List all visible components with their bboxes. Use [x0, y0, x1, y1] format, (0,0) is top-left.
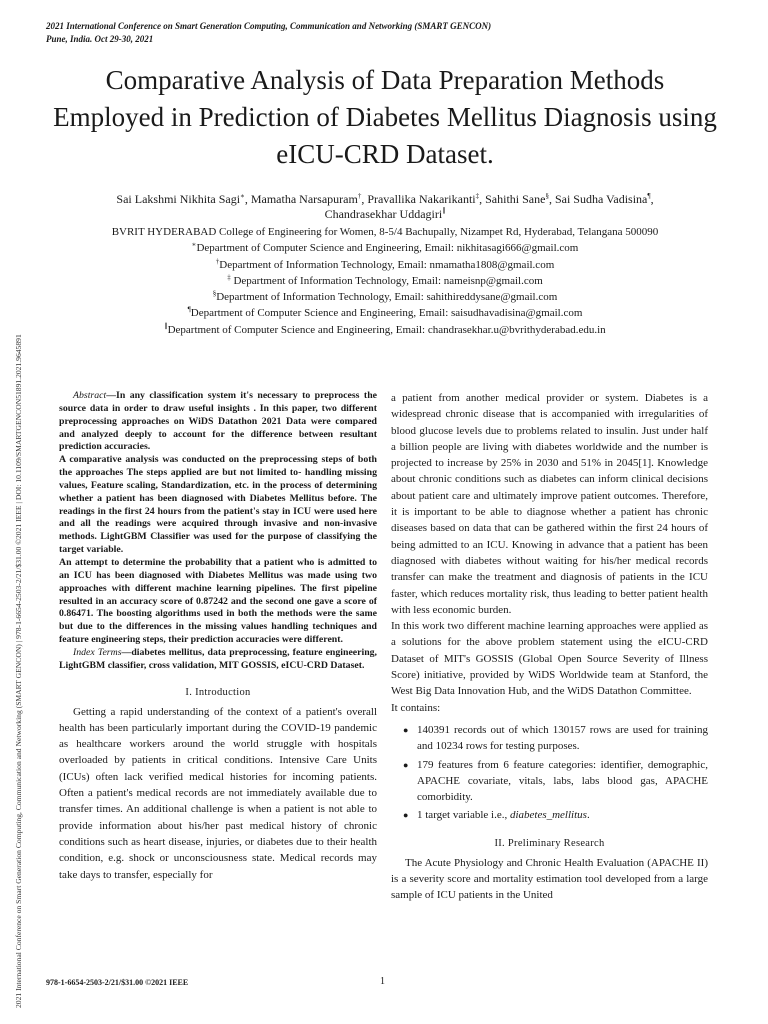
abstract-label: Abstract — [73, 390, 107, 401]
list-item-text: 140391 records out of which 130157 rows are used for training and 10234 rows for testing purposes. — [417, 723, 708, 753]
body-paragraph: a patient from another medical provider or system. Diabetes is a widespread chronic disease that is accompanied with irregularities of blood glucose levels due to problems related to insulin. Just under half a billion people are living with diabetes worldwide and the number is projected to increase by 25% in 2030 and 51% in 2045[1]. Knowledge about chronic conditions such as diabetes can inform clinical decisions about patient care and ultimately improve patient outcomes. Therefore, it is important to be able to diagnose whether a patient has chronic diseases based on data that can be gathered within the first 24 hours of being admitted to an ICU. Knowing in advance that a patient has been diagnosed with diabetes without waiting for his/her medical records transfer can make the treatment and diagnosis of patients in the ICU faster, which reduces mortality risk, thus leading to better patient health with less economic burden. — [391, 392, 708, 616]
body-paragraph: Getting a rapid understanding of the context of a patient's overall health has been particularly important during the COVID-19 pandemic as healthcare workers around the world struggle with hospitals overloaded by patients in critical conditions. Intensive Care Units (ICUs) often lack verified medical histories for incoming patients. Often a patient's medical records are not immediately available due to transfer times. An additional challenge is when a patient is not able to provide information about his/her past medical history of chronic conditions such as heart disease, injuries, or diabetes due to their health condition, e.g. shock or unconsciousness state. Medical records may take days to transfer, especially for — [59, 705, 377, 881]
affiliation-line — [50, 289, 720, 305]
affiliation-line — [50, 257, 720, 273]
index-terms-label: Index Terms — [73, 646, 122, 658]
affiliation-mark: ∥ — [164, 322, 168, 331]
affiliation-line — [50, 273, 720, 289]
abstract — [59, 390, 377, 673]
author-mark: ¶ — [647, 192, 651, 200]
affiliation-line — [50, 305, 720, 321]
page-number: 1 — [380, 976, 385, 987]
footer-copyright: 978-1-6654-2503-2/21/$31.00 ©2021 IEEE — [46, 978, 189, 987]
side-doi-strip: 2021 International Conference on Smart Generation Computing, Communication and Networking (SMART GENCON) | 978-1-6654-2503-2/21/$31.00 ©2021 IEEE | DOI: 10.1109/SMARTGENCON51891.2021.9645891 — [14, 334, 23, 1008]
target-variable-name: diabetes_mellitus — [509, 809, 587, 822]
affiliation-mark: ¶ — [187, 305, 191, 314]
preliminary-research-body — [391, 855, 708, 904]
abstract-para: An attempt to determine the probability that a patient who is admitted to an ICU has been diagnosed with Diabetes Mellitus was made using two approaches with different machine learning pipelines. The first pipeline resulted in an accuracy score of 0.87242 and the second one gave a score of 0.86471. The boosting algorithms used in both the methods were the same but due to the differences in the missing values handling techniques and feature engineering steps, their prediction accuracies were different. — [59, 556, 377, 646]
list-item-end: . — [586, 809, 590, 822]
affiliation-text: Department of Computer Science and Engineering, Email: chandrasekhar.u@bvrithyderabad.edu.in — [167, 323, 606, 336]
bullet-icon: ● — [403, 724, 409, 735]
author-name: Chandrasekhar Uddagiri — [324, 207, 443, 221]
bullet-icon: ● — [403, 759, 409, 770]
body-paragraph: It contains: — [391, 701, 441, 714]
author-name: Sahithi Sane — [485, 192, 546, 206]
list-item-text: 1 target variable i.e., — [417, 809, 510, 822]
introduction-body — [59, 704, 377, 883]
bullet-icon: ● — [403, 810, 409, 821]
affiliation-mark: ‡ — [227, 273, 231, 282]
affiliation-block — [50, 224, 720, 338]
affiliation-mark: § — [212, 289, 217, 298]
author-name: Mamatha Narsapuram — [250, 192, 358, 206]
conference-location: Pune, India. Oct 29-30, 2021 — [46, 34, 154, 44]
affiliation-mark: ∗ — [191, 240, 197, 249]
abstract-para: A comparative analysis was conducted on the preprocessing steps of both the approaches The steps applied are but not limited to- handling missing values, Feature scaling, Standardization, etc. in the process of determining whether a patient has been diagnosed with Diabetes Mellitus before. The readings in the first 24 hours from the patient's stay in ICU were used here and all the readings were acquired through invasive and non-invasive methods. LightGBM Classifier was used for the purpose of classifying the target variable. — [59, 454, 377, 556]
affiliation-text: Department of Information Technology, Email: nmamatha1808@gmail.com — [219, 258, 555, 271]
list-item — [391, 757, 708, 806]
index-terms — [59, 647, 377, 673]
paper-title: Comparative Analysis of Data Preparation Methods Employed in Prediction of Diabetes Mellitus Diagnosis using eICU-CRD Dataset. — [53, 65, 717, 169]
affiliation-text: Department of Computer Science and Engineering, Email: nikhitasagi666@gmail.com — [196, 242, 579, 255]
affiliation-text: Department of Information Technology, Email: sahithireddysane@gmail.com — [216, 291, 558, 304]
affiliation-mark: † — [215, 256, 220, 265]
abstract-text: —In any classification system it's necessary to preprocess the source data in order to draw useful insights . In this paper, two different preprocessing approaches on WiDS Datathon 2021 Data were compared and analyzed deeply to account for the difference between resultant prediction accuracies. — [59, 390, 377, 453]
institution: BVRIT HYDERABAD College of Engineering for Women, 8-5/4 Bachupally, Nizampet Rd, Hyderabad, Telangana 500090 — [111, 226, 659, 238]
section-heading-introduction: I. Introduction — [185, 686, 251, 698]
author-mark: † — [357, 192, 362, 200]
affiliation-line — [50, 240, 720, 256]
section-heading-preliminary-research: II. Preliminary Research — [494, 837, 605, 849]
author-mark: ‡ — [475, 192, 480, 200]
list-item — [391, 807, 708, 823]
affiliation-text: Department of Information Technology, Email: nameisnp@gmail.com — [230, 274, 543, 287]
author-name: Pravallika Nakarikanti — [367, 192, 476, 206]
body-paragraph: In this work two different machine learning approaches were applied as a solutions for the above problem statement using the eICU-CRD Dataset of MIT's GOSSIS (Global Open Source Severity of Illness Score) initiative, provided by WiDS Worldwide team at Stanford, the West Big Data Innovation Hub, and the WiDS Datathon Committee. — [391, 620, 708, 698]
affiliation-line — [50, 322, 720, 338]
conference-header — [46, 20, 726, 46]
author-name: Sai Lakshmi Nikhita Sagi — [116, 192, 241, 206]
conference-name: 2021 International Conference on Smart Generation Computing, Communication and Networking (SMART GENCON) — [46, 21, 492, 31]
index-terms-text: —diabetes mellitus, data preprocessing, feature engineering, LightGBM classifier, cross validation, MIT GOSSIS, eICU-CRD Dataset. — [59, 646, 378, 671]
list-item — [391, 722, 708, 755]
author-mark: ∥ — [442, 207, 446, 215]
affiliation-text: Department of Computer Science and Engineering, Email: saisudhavadisina@gmail.com — [190, 307, 583, 320]
dataset-bullet-list — [391, 722, 708, 824]
right-column — [391, 390, 708, 904]
list-item-text: 179 features from 6 feature categories: identifier, demographic, APACHE covariate, vitals, labs, labs blood gas, APACHE comorbidity. — [417, 758, 708, 804]
introduction-continued — [391, 390, 708, 716]
author-name: Sai Sudha Vadisina — [554, 192, 648, 206]
author-mark: ∗ — [240, 192, 245, 200]
body-paragraph: The Acute Physiology and Chronic Health Evaluation (APACHE II) is a severity score and mortality estimation tool developed from a large sample of ICU patients in the United — [391, 856, 708, 902]
abstract-para — [59, 390, 377, 454]
author-list: Sai Lakshmi Nikhita Sagi∗, Mamatha Narsapuram†, Pravallika Nakarikanti‡, Sahithi Sane§, Sai Sudha Vadisina¶, Chandrasekhar Uddagiri∥ — [116, 192, 654, 221]
left-column — [59, 390, 377, 883]
author-mark: § — [545, 192, 549, 200]
